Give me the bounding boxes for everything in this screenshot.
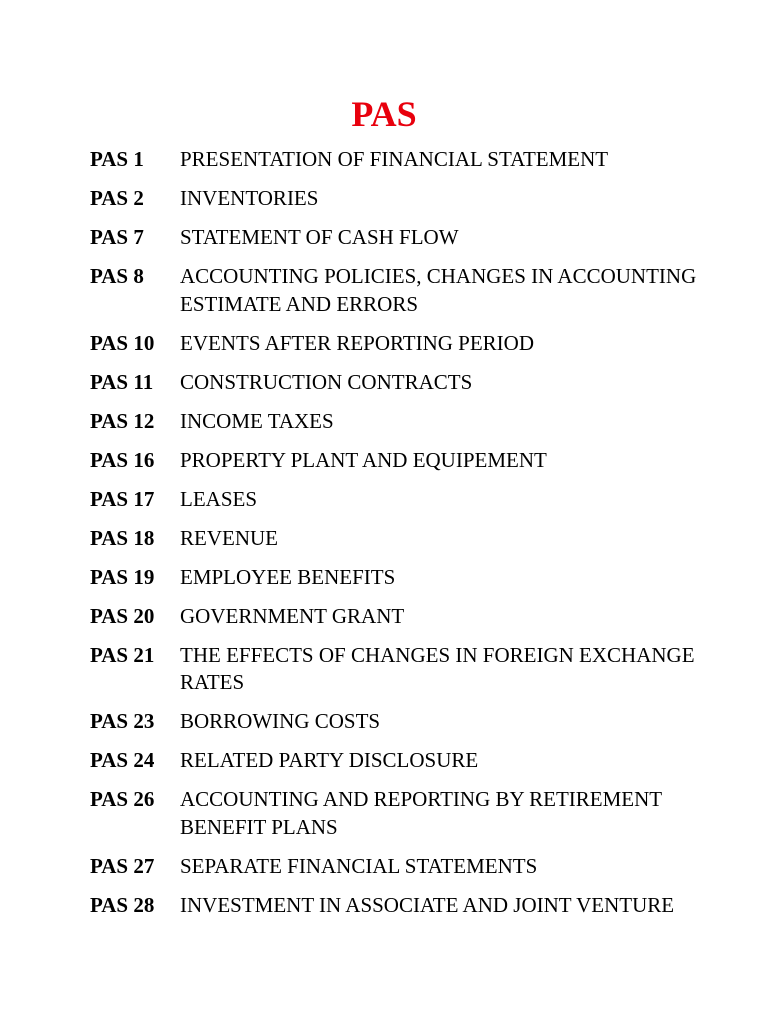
standard-code: PAS 28 — [90, 892, 155, 917]
standard-code: PAS 1 — [90, 147, 144, 171]
standard-code: PAS 18 — [90, 525, 155, 550]
standards-list — [90, 146, 730, 931]
standard-name: LEASES — [180, 486, 258, 511]
list-item — [90, 146, 730, 174]
standard-name: INVESTMENT IN ASSOCIATE AND JOINT VENTURE — [180, 892, 675, 917]
page-title: PAS — [351, 94, 417, 134]
standard-code: PAS 12 — [90, 408, 155, 433]
standard-code: PAS 2 — [90, 186, 144, 210]
list-item — [90, 185, 730, 213]
standard-code: PAS 10 — [90, 330, 155, 355]
list-item — [90, 369, 730, 397]
standard-name: THE EFFECTS OF CHANGES IN FOREIGN EXCHANGE RATES — [180, 642, 695, 694]
list-item — [90, 853, 730, 881]
list-item — [90, 330, 730, 358]
standard-code: PAS 21 — [90, 642, 155, 667]
list-item — [90, 263, 730, 318]
standard-code: PAS 24 — [90, 748, 155, 772]
standard-code: PAS 19 — [90, 564, 155, 589]
standard-name: SEPARATE FINANCIAL STATEMENTS — [180, 853, 538, 878]
list-item — [90, 408, 730, 436]
list-item — [90, 642, 730, 697]
standard-name: REVENUE — [180, 525, 278, 550]
standard-name: RELATED PARTY DISCLOSURE — [180, 748, 479, 772]
list-item — [90, 747, 730, 775]
standard-name: STATEMENT OF CASH FLOW — [180, 225, 459, 249]
standard-name: BORROWING COSTS — [180, 709, 381, 733]
list-item — [90, 708, 730, 736]
standard-name: EVENTS AFTER REPORTING PERIOD — [180, 330, 535, 355]
list-item — [90, 564, 730, 592]
standard-name: EMPLOYEE BENEFITS — [180, 564, 396, 589]
standard-code: PAS 20 — [90, 603, 155, 628]
list-item — [90, 486, 730, 514]
list-item — [90, 603, 730, 631]
standard-name: GOVERNMENT GRANT — [180, 603, 405, 628]
standard-name: PRESENTATION OF FINANCIAL STATEMENT — [180, 147, 609, 171]
standard-code: PAS 16 — [90, 447, 155, 472]
standard-name: INVENTORIES — [180, 186, 319, 210]
list-item — [90, 892, 730, 920]
standard-code: PAS 23 — [90, 709, 155, 733]
standard-name: ACCOUNTING POLICIES, CHANGES IN ACCOUNTING ESTIMATE AND ERRORS — [180, 264, 697, 316]
list-item — [90, 525, 730, 553]
standard-code: PAS 7 — [90, 225, 144, 249]
standard-code: PAS 17 — [90, 486, 155, 511]
standard-name: INCOME TAXES — [180, 408, 334, 433]
standard-name: PROPERTY PLANT AND EQUIPEMENT — [180, 447, 547, 472]
standard-code: PAS 26 — [90, 787, 155, 811]
standard-name: CONSTRUCTION CONTRACTS — [180, 369, 473, 394]
list-item — [90, 786, 730, 841]
list-item — [90, 447, 730, 475]
list-item — [90, 224, 730, 252]
standard-name: ACCOUNTING AND REPORTING BY RETIREMENT BENEFIT PLANS — [180, 787, 662, 839]
standard-code: PAS 11 — [90, 369, 154, 394]
standard-code: PAS 27 — [90, 853, 155, 878]
standard-code: PAS 8 — [90, 264, 144, 288]
